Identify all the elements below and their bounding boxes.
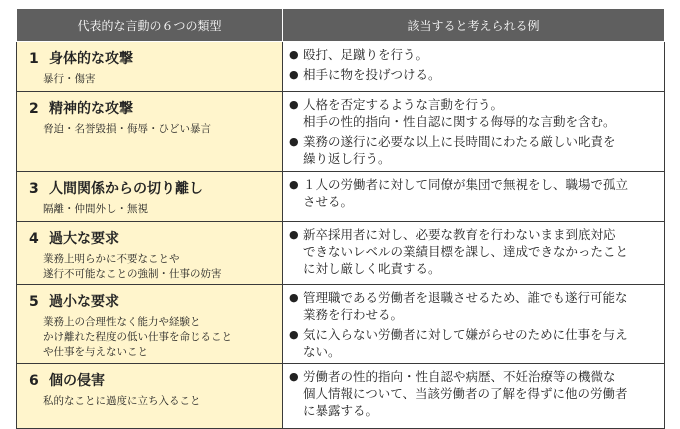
category-title <box>29 293 282 311</box>
category-description: 暴行・傷害 <box>43 73 96 85</box>
category-name: 過小な要求 <box>49 294 119 310</box>
examples-cell <box>283 222 665 285</box>
category-cell <box>17 92 283 172</box>
example-item <box>289 66 658 83</box>
category-cell <box>17 172 283 222</box>
category-cell <box>17 222 283 285</box>
example-item <box>289 368 658 419</box>
category-number: 1 <box>29 51 39 67</box>
category-description: 私的なことに過度に立ち入ること <box>43 395 201 407</box>
example-item <box>289 96 658 130</box>
category-title <box>29 50 282 68</box>
bullet-icon: ● <box>289 135 299 148</box>
bullet-icon: ● <box>289 228 299 241</box>
category-name: 個の侵害 <box>49 373 105 389</box>
category-cell <box>17 364 283 429</box>
example-item <box>289 46 658 63</box>
category-description: 業務上の合理性なく能力や経験と かけ離れた程度の低い仕事を命じること や仕事を与えないこと <box>43 316 232 358</box>
category-cell <box>17 42 283 92</box>
example-text: 気に入らない労働者に対して嫌がらせのために仕事を与え ない。 <box>303 327 628 359</box>
header-examples: 該当すると考えられる例 <box>283 9 665 42</box>
category-description: 業務上明らかに不要なことや 遂行不可能なことの強制・仕事の妨害 <box>43 253 222 280</box>
example-text: 殴打、足蹴りを行う。 <box>303 47 429 62</box>
bullet-icon: ● <box>289 291 299 304</box>
category-title <box>29 100 282 118</box>
example-item <box>289 226 658 277</box>
header-types: 代表的な言動の６つの類型 <box>17 9 283 42</box>
category-title <box>29 180 282 198</box>
example-text: 労働者の性的指向・性自認や病歴、不妊治療等の機微な 個人情報について、当該労働者の了解を得ずに他の労働者 に暴露する。 <box>303 369 628 418</box>
example-text: １人の労働者に対して同僚が集団で無視をし、職場で孤立 させる。 <box>303 177 629 209</box>
category-number: 3 <box>29 181 39 197</box>
category-number: 5 <box>29 294 39 310</box>
table-row <box>17 222 665 285</box>
table-row <box>17 42 665 92</box>
category-description: 隔離・仲間外し・無視 <box>43 203 148 215</box>
example-text: 相手に物を投げつける。 <box>303 67 441 82</box>
bullet-icon: ● <box>289 328 299 341</box>
example-text: 人格を否定するような言動を行う。 相手の性的指向・性自認に関する侮辱的な言動を含む。 <box>303 97 616 129</box>
category-number: 2 <box>29 101 39 117</box>
examples-cell <box>283 285 665 364</box>
example-item <box>289 289 658 323</box>
table-row <box>17 172 665 222</box>
bullet-icon: ● <box>289 178 299 191</box>
category-title <box>29 372 282 390</box>
category-cell <box>17 285 283 364</box>
table-row <box>17 92 665 172</box>
examples-cell <box>283 42 665 92</box>
examples-cell <box>283 172 665 222</box>
table-row <box>17 364 665 429</box>
category-title <box>29 230 282 248</box>
bullet-icon: ● <box>289 98 299 111</box>
example-item <box>289 326 658 360</box>
examples-cell <box>283 92 665 172</box>
example-item <box>289 133 658 167</box>
harassment-types-table <box>16 8 665 429</box>
bullet-icon: ● <box>289 48 299 61</box>
category-description: 脅迫・名誉毀損・侮辱・ひどい暴言 <box>43 123 211 135</box>
table-row <box>17 285 665 364</box>
example-text: 管理職である労働者を退職させるため、誰でも遂行可能な 業務を行わせる。 <box>303 290 628 322</box>
example-text: 新卒採用者に対し、必要な教育を行わないまま到底対応 できないレベルの業績目標を課し、達成できなかったこと に対し厳しく叱責する。 <box>303 227 629 276</box>
category-number: 6 <box>29 373 39 389</box>
category-name: 身体的な攻撃 <box>49 51 133 67</box>
example-item <box>289 176 658 210</box>
bullet-icon: ● <box>289 370 299 383</box>
bullet-icon: ● <box>289 68 299 81</box>
category-name: 人間関係からの切り離し <box>49 181 203 197</box>
examples-cell <box>283 364 665 429</box>
category-name: 精神的な攻撃 <box>49 101 133 117</box>
category-number: 4 <box>29 231 39 247</box>
example-text: 業務の遂行に必要な以上に長時間にわたる厳しい叱責を 繰り返し行う。 <box>303 134 616 166</box>
category-name: 過大な要求 <box>49 231 119 247</box>
